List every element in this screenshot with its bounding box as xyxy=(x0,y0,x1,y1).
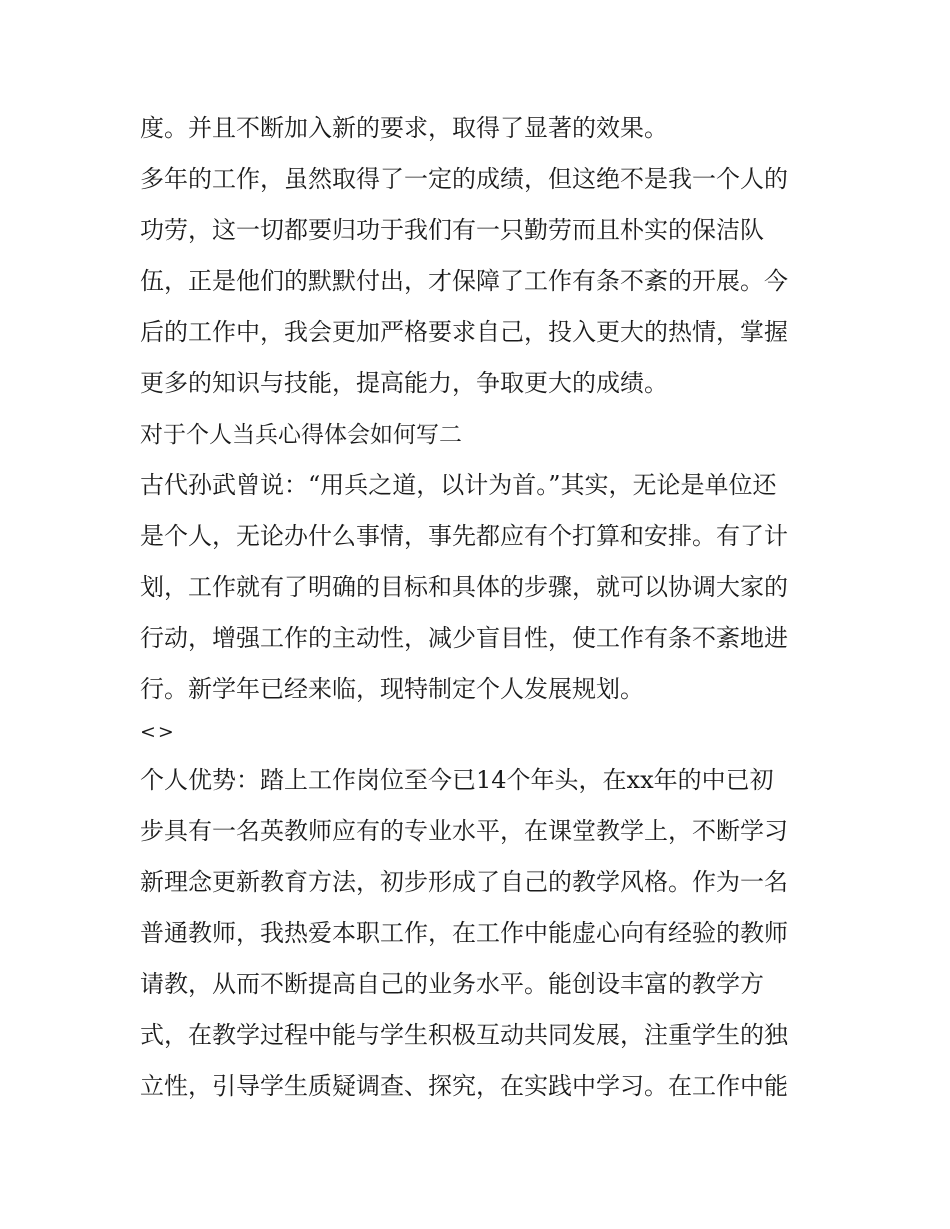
text-line: 立性，引导学生质疑调查、探究，在实践中学习。在工作中能 xyxy=(140,1072,788,1100)
text-line: 个人优势：踏上工作岗位至今已14个年头，在xx年的中已初 xyxy=(140,766,774,794)
text-line: 行。新学年已经来临，现特制定个人发展规划。 xyxy=(140,675,644,703)
text-line: 步具有一名英教师应有的专业水平，在课堂教学上，不断学习 xyxy=(140,817,788,845)
text-line: 行动，增强工作的主动性，减少盲目性，使工作有条不紊地进 xyxy=(140,624,788,652)
text-line: 古代孙武曾说：“用兵之道，以计为首。”其实，无论是单位还 xyxy=(140,471,777,499)
text-line: 普通教师，我热爱本职工作，在工作中能虚心向有经验的教师 xyxy=(140,919,788,947)
text-line: 更多的知识与技能，提高能力，争取更大的成绩。 xyxy=(140,369,668,397)
section-heading: 对于个人当兵心得体会如何写二 xyxy=(140,422,462,448)
placeholder-marker: <> xyxy=(140,721,176,743)
text-line: 后的工作中，我会更加严格要求自己，投入更大的热情，掌握 xyxy=(140,318,788,346)
text-line: 是个人，无论办什么事情，事先都应有个打算和安排。有了计 xyxy=(140,522,788,550)
text-line: 功劳，这一切都要归功于我们有一只勤劳而且朴实的保洁队 xyxy=(140,216,764,244)
text-line: 新理念更新教育方法，初步形成了自己的教学风格。作为一名 xyxy=(140,868,788,896)
text-line: 度。并且不断加入新的要求，取得了显著的效果。 xyxy=(140,114,668,142)
text-line: 多年的工作，虽然取得了一定的成绩，但这绝不是我一个人的 xyxy=(140,165,788,193)
text-line: 划，工作就有了明确的目标和具体的步骤，就可以协调大家的 xyxy=(140,573,788,601)
text-line: 伍，正是他们的默默付出，才保障了工作有条不紊的开展。今 xyxy=(140,267,788,295)
text-line: 式，在教学过程中能与学生积极互动共同发展，注重学生的独 xyxy=(140,1021,788,1049)
text-line: 请教，从而不断提高自己的业务水平。能创设丰富的教学方 xyxy=(140,970,764,998)
